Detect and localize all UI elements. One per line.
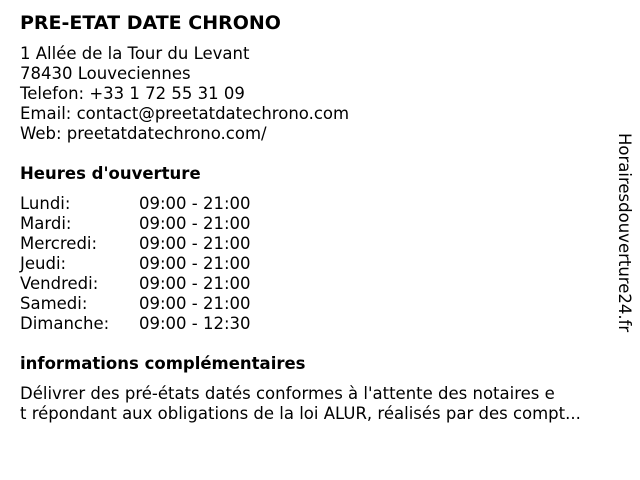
address-line-city: 78430 Louveciennes bbox=[20, 64, 191, 83]
phone-text: Telefon: +33 1 72 55 31 09 bbox=[20, 84, 245, 103]
time-range: 09:00 - 21:00 bbox=[139, 254, 251, 273]
business-name: PRE-ETAT DATE CHRONO bbox=[20, 12, 281, 34]
opening-hours-heading: Heures d'ouverture bbox=[20, 164, 201, 183]
time-range: 09:00 - 21:00 bbox=[139, 194, 251, 213]
day-label: Samedi: bbox=[20, 294, 88, 313]
hours-row-wednesday bbox=[20, 234, 251, 254]
opening-hours-table bbox=[20, 194, 251, 334]
address-line-street: 1 Allée de la Tour du Levant bbox=[20, 44, 250, 63]
time-range: 09:00 - 21:00 bbox=[139, 234, 251, 253]
site-watermark: Horairesdouverture24.fr bbox=[615, 133, 634, 333]
email-text: Email: contact@preetatdatechrono.com bbox=[20, 104, 350, 123]
contact-block bbox=[20, 44, 349, 144]
hours-row-sunday bbox=[20, 314, 251, 334]
website-text: Web: preetatdatechrono.com/ bbox=[20, 124, 267, 143]
day-label: Jeudi: bbox=[20, 254, 67, 273]
day-label: Mardi: bbox=[20, 214, 72, 233]
day-label: Vendredi: bbox=[20, 274, 99, 293]
description-line: Délivrer des pré-états datés conformes à l'attente des notaires e bbox=[20, 384, 555, 403]
day-label: Dimanche: bbox=[20, 314, 110, 333]
hours-row-saturday bbox=[20, 294, 251, 314]
description-text bbox=[20, 384, 620, 424]
time-range: 09:00 - 12:30 bbox=[139, 314, 251, 333]
additional-info-heading: informations complémentaires bbox=[20, 354, 306, 373]
hours-row-friday bbox=[20, 274, 251, 294]
day-label: Lundi: bbox=[20, 194, 71, 213]
hours-row-thursday bbox=[20, 254, 251, 274]
time-range: 09:00 - 21:00 bbox=[139, 274, 251, 293]
hours-row-tuesday bbox=[20, 214, 251, 234]
time-range: 09:00 - 21:00 bbox=[139, 294, 251, 313]
hours-row-monday bbox=[20, 194, 251, 214]
description-line: t répondant aux obligations de la loi ALUR, réalisés par des compt... bbox=[20, 404, 581, 423]
time-range: 09:00 - 21:00 bbox=[139, 214, 251, 233]
day-label: Mercredi: bbox=[20, 234, 98, 253]
